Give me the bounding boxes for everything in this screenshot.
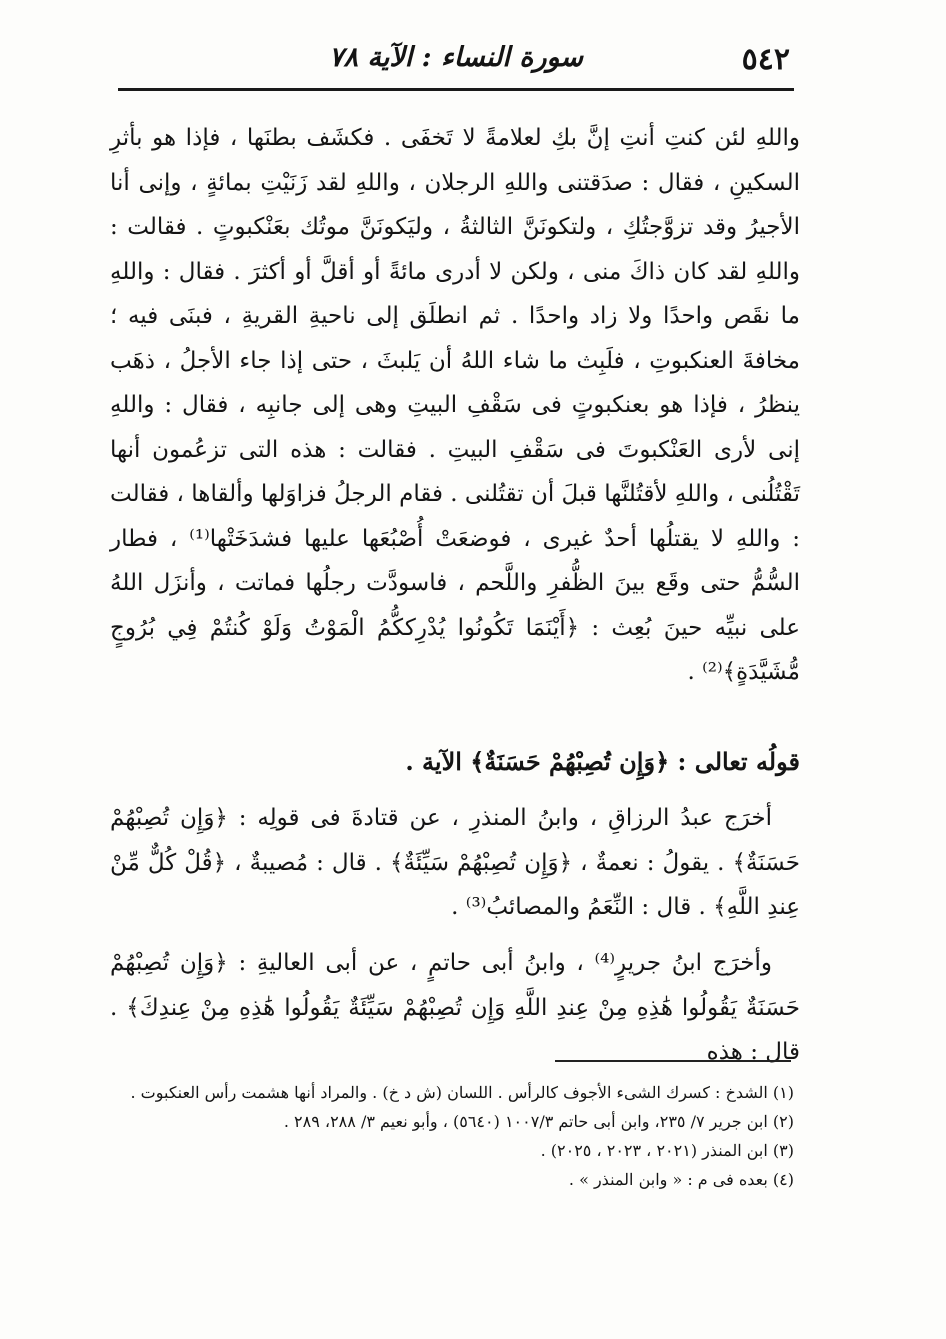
report-paragraph-qatada: أخرَج عبدُ الرزاقِ ، وابنُ المنذرِ ، عن قتادةَ فى قولِه : ﴿وَإِن تُصِبْهُمْ حَسَنَةٌ﴾ . يقولُ : نعمةٌ ، ﴿وَإِن تُصِبْهُمْ سَيِّئَةٌ﴾ . قال : مُصيبةٌ ، ﴿قُلْ كُلٌّ مِّنْ عِندِ اللَّهِ﴾ . قال : النِّعَمُ والمصائبُ⁽³⁾ . (110, 805, 800, 920)
page-number: ٥٤٢ (741, 42, 790, 77)
footnote-rule (555, 1060, 791, 1062)
footnote-2: (٢) ابن جرير ٧/ ٢٣٥، وابن أبى حاتم ١٠٠٧/٣ (٥٦٤٠) ، وأبو نعيم ٣/ ٢٨٨، ٢٨٩ . (283, 1112, 794, 1131)
page-header (118, 38, 794, 88)
report-paragraph-abu-aliya: وأخرَج ابنُ جريرٍ⁽⁴⁾ ، وابنُ أبى حاتمٍ ، عن أبى العاليةِ : ﴿وَإِن تُصِبْهُمْ حَسَنَةٌ يَقُولُوا هَٰذِهِ مِنْ عِندِ اللَّهِ وَإِن تُصِبْهُمْ سَيِّئَةٌ يَقُولُوا هَٰذِهِ مِنْ عِندِكَ﴾ . قال : هذه (110, 950, 800, 1065)
footnote-3: (٣) ابن المنذر (٢٠٢١ ، ٢٠٢٣ ، ٢٠٢٥) . (540, 1141, 794, 1160)
main-text (110, 116, 801, 1065)
narrative-paragraph: واللهِ لئن كنتِ أنتِ إنَّ بكِ لعلامةً لا تَخفَى . فكشَف بطنَها ، فإذا هو بأثرِ السكينِ ، فقال : صدَقتنى واللهِ الرجلان ، واللهِ لقد زَنَيْتِ بمائةٍ ، وإنى أنا الأجيرُ وقد تزوَّجتُكِ ، ولتكونَنَّ الثالثةُ ، وليَكونَنَّ موتُك بعَنْكبوتٍ . فقالت : واللهِ لقد كان ذاكَ منى ، ولكن لا أدرى مائةً أو أقلَّ أو أكثرَ . فقال : واللهِ ما نقَص واحدًا ولا زاد واحدًا . ثم انطلَق إلى ناحيةِ القريةِ ، فبنَى فيه ؛ مخافةَ العنكبوتِ ، فلَبِث ما شاء اللهُ أن يَلبثَ ، حتى إذا جاء الأجلُ ، ذهَب ينظرُ ، فإذا هو بعنكبوتٍ فى سَقْفِ البيتِ وهى إلى جانبِه ، فقال : واللهِ إنى لأرى العَنْكبوتَ فى سَقْفِ البيتِ . فقالت : هذه التى تزعُمون أنها تَقْتُلُنى ، واللهِ لأقتُلنَّها قبلَ أن تقتُلنى . فقام الرجلُ فزاوَلها وألقاها ، فقالت : واللهِ لا يقتلُها أحدٌ غيرى ، فوضعَتْ أُصْبُعَها عليها فشدَخَتْها⁽¹⁾ ، فطار السُّمُّ حتى وقَع بينَ الظُّفرِ واللَّحم ، فاسودَّت رجلُها فماتت ، وأنزَل اللهُ على نبيِّه حينَ بُعِث : ﴿أَيْنَمَا تَكُونُوا يُدْرِككُّمُ الْمَوْتُ وَلَوْ كُنتُمْ فِي بُرُوجٍ مُّشَيَّدَةٍ﴾⁽²⁾ . (110, 125, 801, 685)
footnote-1: (١) الشدخ : كسرك الشىء الأجوف كالرأس . اللسان (ش د خ) . والمراد أنها هشمت رأس العنكبوت . (130, 1083, 794, 1102)
running-title: سورة النساء : الآية ٧٨ (328, 42, 584, 73)
footnotes (118, 1078, 794, 1194)
footnote-4: (٤) بعده فى م : « وابن المنذر » . (568, 1170, 794, 1189)
verse-heading: قولُه تعالى : ﴿وَإِن تُصِبْهُمْ حَسَنَةٌ﴾ الآية . (405, 747, 800, 776)
header-rule (118, 88, 794, 91)
